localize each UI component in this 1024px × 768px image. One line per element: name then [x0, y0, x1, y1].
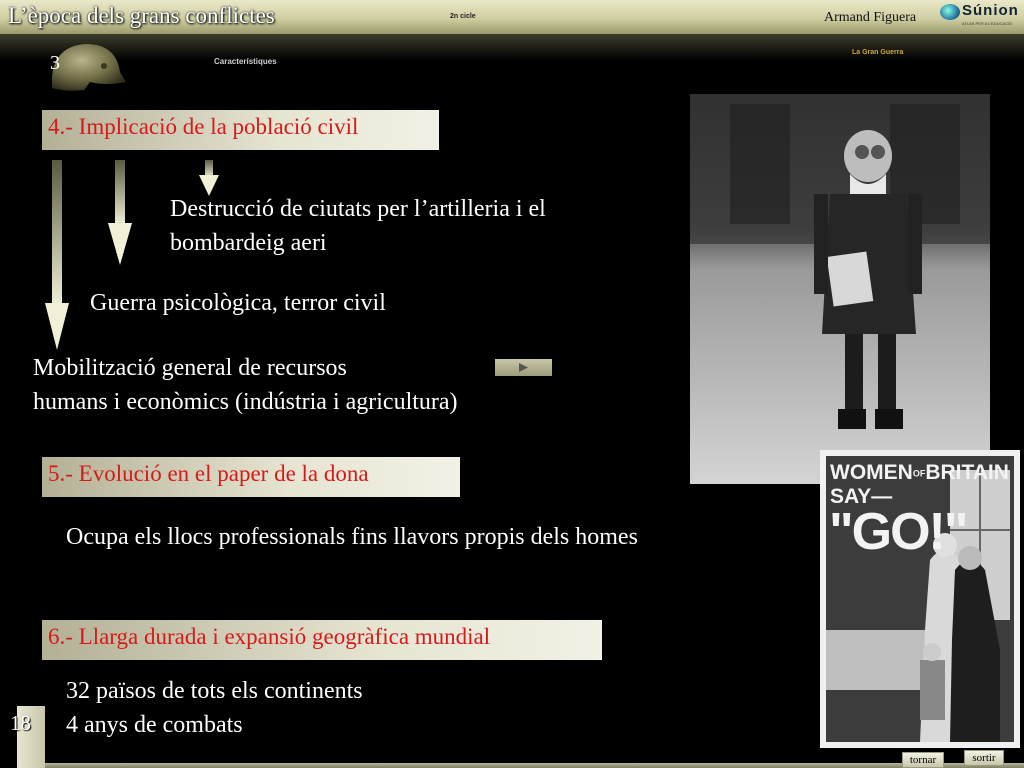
exit-button[interactable]: sortir — [964, 750, 1004, 766]
item-line: Mobilització general de recursos — [33, 355, 347, 381]
logo-name: Súnion — [962, 2, 1019, 19]
item-women-role: Ocupa els llocs professionals fins llavors propis dels homes — [66, 524, 638, 550]
page-number: 18 — [10, 711, 31, 735]
page-title: L’època dels grans conflictes — [8, 3, 275, 28]
sub-bar — [0, 34, 1024, 60]
poster-say: SAY— — [830, 485, 893, 508]
chapter-number: 3 — [50, 52, 60, 74]
item-line: 32 països de tots els continents — [66, 678, 363, 704]
item-line: 4 anys de combats — [66, 712, 243, 738]
bottom-bar — [45, 763, 1024, 768]
poster-word: BRITAIN — [925, 461, 1009, 484]
arrow-down-icon — [199, 160, 219, 196]
item-line: humans i econòmics (indústria i agricultura) — [33, 389, 458, 415]
play-icon — [495, 359, 552, 376]
item-psychological-war: Guerra psicològica, terror civil — [90, 290, 386, 316]
arrow-down-icon — [108, 160, 132, 265]
course-label: 2n cicle — [450, 13, 476, 20]
section-6-heading: 6.- Llarga durada i expansió geogràfica mundial — [42, 620, 602, 660]
item-line: bombardeig aeri — [170, 230, 327, 256]
logo-globe-icon — [940, 4, 960, 20]
poster-go: "GO!" — [829, 503, 967, 561]
item-destruction — [170, 192, 546, 260]
item-line: Destrucció de ciutats per l’artilleria i el — [170, 196, 546, 222]
item-duration — [66, 674, 363, 742]
poster-word: OF — [912, 468, 926, 479]
back-button[interactable]: tornar — [902, 752, 944, 768]
section-label: Característiques — [214, 57, 277, 66]
poster-headline — [830, 461, 1009, 485]
item-mobilization — [33, 351, 458, 419]
play-button[interactable] — [495, 359, 552, 376]
logo-subtitle: ATLAS PER A L'EDUCACIÓ — [962, 21, 1013, 26]
author-name: Armand Figuera — [824, 10, 917, 25]
section-4-heading: 4.- Implicació de la població civil — [42, 110, 439, 150]
section-5-heading: 5.- Evolució en el paper de la dona — [42, 457, 460, 497]
sunion-logo — [940, 2, 1020, 32]
arrow-down-icon — [45, 160, 69, 350]
topic-tag: La Gran Guerra — [852, 49, 904, 56]
gas-mask-child-photo — [690, 94, 990, 484]
poster-word: WOMEN — [830, 461, 913, 484]
